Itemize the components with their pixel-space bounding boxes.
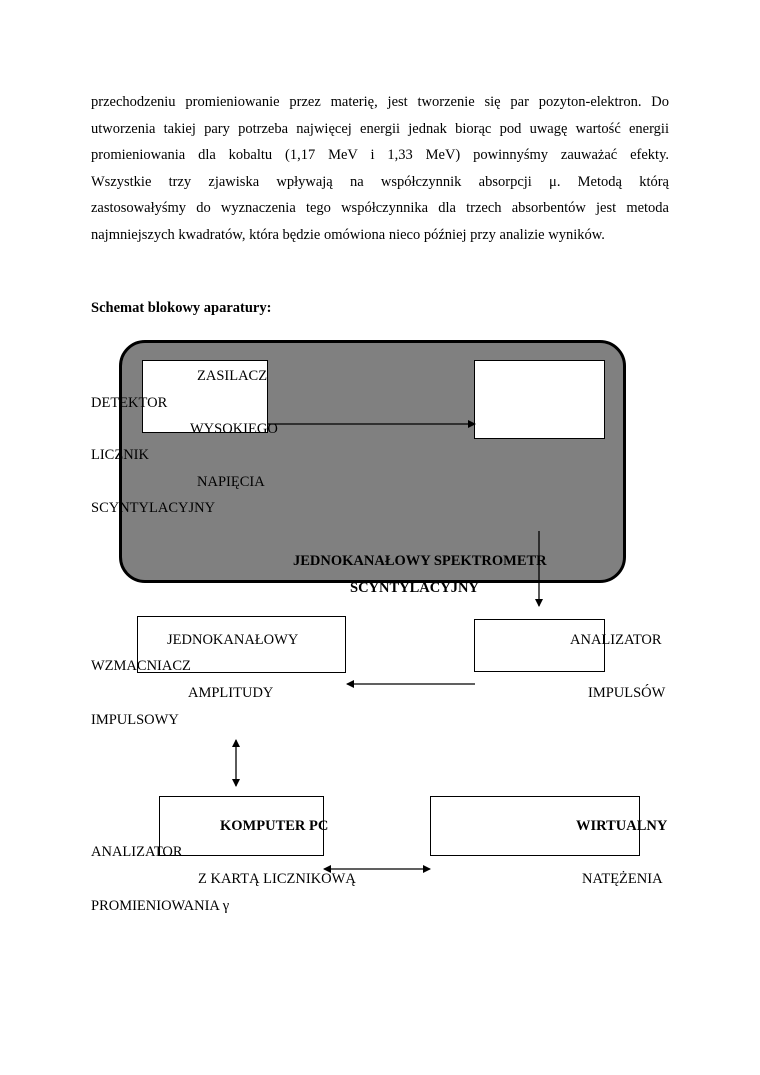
label-impulsowy: IMPULSOWY [91,712,179,728]
label-scyntylacyjny: SCYNTYLACYJNY [91,500,216,516]
label-natezenia: NATĘŻENIA [582,871,663,887]
label-analizator-gamma: ANALIZATOR [91,844,183,860]
label-z-karta: Z KARTĄ LICZNIKOWĄ [198,871,356,887]
label-spektrometr: JEDNOKANAŁOWY SPEKTROMETR [293,553,547,569]
label-wysokiego: WYSOKIEGO [190,421,278,437]
label-spektrometr-scyntylacyjny: SCYNTYLACYJNY [350,580,479,596]
paragraph-line: przechodzeniu promieniowanie przez materię, jest tworzenie się par pozyton-elektron. Do [91,94,669,110]
label-amplitudy: AMPLITUDY [188,685,274,701]
label-impulsow: IMPULSÓW [588,685,666,701]
section-heading: Schemat blokowy aparatury: [91,300,272,316]
label-analizator: ANALIZATOR [570,632,662,648]
paragraph-line: promieniowania dla kobaltu (1,17 MeV i 1,33 MeV) powinnyśmy zauważać efekty. [91,147,669,163]
detector-box [474,360,605,439]
label-licznik: LICZNIK [91,447,149,463]
label-komputer: KOMPUTER PC [220,818,329,834]
paragraph-line: najmniejszych kwadratów, która będzie omówiona nieco później przy analizie wyników. [91,226,605,243]
label-wirtualny: WIRTUALNY [576,818,668,834]
body-paragraph [91,89,669,248]
label-promieniowania: PROMIENIOWANIA γ [91,898,230,914]
label-napiecia: NAPIĘCIA [197,474,265,490]
label-detektor: DETEKTOR [91,395,168,411]
paragraph-line: Wszystkie trzy zjawiska wpływają na współczynnik absorpcji μ. Metodą którą [91,173,669,190]
label-zasilacz: ZASILACZ [197,368,268,384]
label-jednokanalowy: JEDNOKANAŁOWY [167,632,299,648]
label-wzmacniacz: WZMACNIACZ [91,658,191,674]
paragraph-line: zastosowałyśmy do wyznaczenia tego współczynnika dla trzech absorbentów jest metoda [91,200,669,216]
paragraph-line: utworzenia takiej pary potrzeba najwięcej energii jednak biorąc pod uwagę wartość energii [91,120,669,137]
